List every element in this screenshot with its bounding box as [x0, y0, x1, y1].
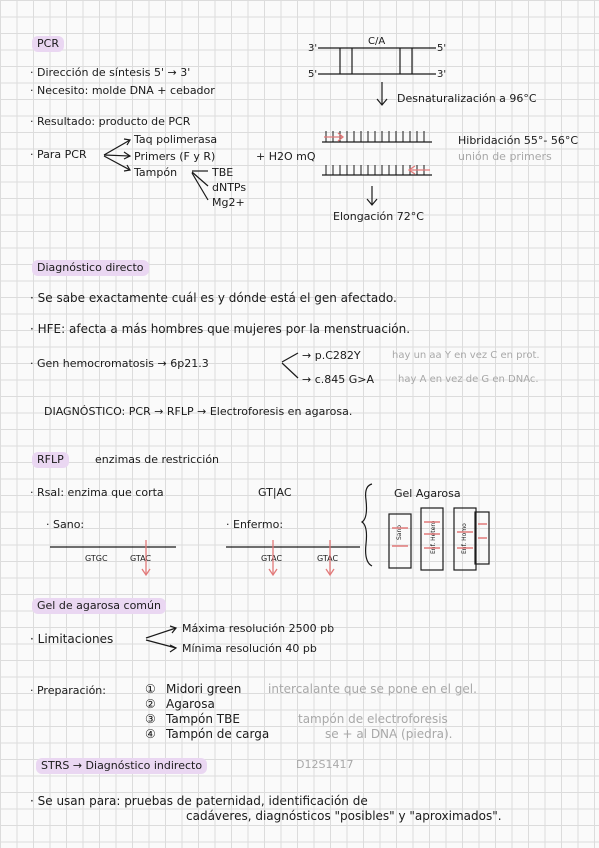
gel-lanes	[389, 508, 489, 570]
directo-mut1-note: hay un aa Y en vez C en prot.	[392, 350, 540, 361]
strs-line2: cadáveres, diagnósticos "posibles" y "aproximados".	[186, 809, 502, 823]
pcr-tampon-dntps: dNTPs	[212, 181, 247, 194]
pcr-tampon-mg: Mg2+	[212, 196, 245, 209]
para-pcr-branch-arrows	[104, 139, 130, 171]
prep-item-1-note: intercalante que se pone en el gel.	[268, 682, 477, 696]
gel-lane-label-sano: Sano	[396, 525, 403, 540]
prep-item-3-label: Tampón TBE	[166, 712, 240, 726]
directo-mut2: → c.845 G>A	[302, 373, 375, 386]
prep-item-4-note: se + al DNA (piedra).	[325, 727, 453, 741]
gen-arrow-lines	[282, 353, 298, 378]
rflp-site: GT|AC	[258, 486, 292, 499]
pcr-para: · Para PCR	[30, 148, 87, 161]
pcr-heading: PCR	[32, 36, 64, 52]
prep-item-3-num: ③	[145, 712, 156, 726]
diagram-5prime-bottom: 5'	[308, 69, 318, 80]
desnat-arrow	[377, 82, 387, 105]
prep-item-4-label: Tampón de carga	[166, 727, 270, 741]
rflp-enfermo-site-2: GTAC	[317, 554, 339, 563]
prep-item-4-num: ④	[145, 727, 156, 741]
rflp-gel-title: Gel Agarosa	[394, 487, 461, 500]
prep-item-2-num: ②	[145, 697, 156, 711]
gel-bands	[392, 522, 487, 548]
directo-gen: · Gen hemocromatosis → 6p21.3	[30, 357, 209, 370]
rflp-sano-site-2: GTAC	[130, 554, 152, 563]
rflp-enfermo: · Enfermo:	[226, 518, 284, 531]
tampon-sub-arrows	[192, 171, 208, 200]
rflp-heading: RFLP	[32, 452, 69, 468]
directo-line1: · Se sabe exactamente cuál es y dónde está el gen afectado.	[30, 291, 397, 305]
rflp-subtitle: enzimas de restricción	[95, 453, 220, 466]
pcr-direccion: · Dirección de síntesis 5' → 3'	[30, 66, 191, 79]
diagram-desnaturalizacion: Desnaturalización a 96°C	[397, 92, 537, 105]
gel-heading: Gel de agarosa común	[32, 598, 166, 614]
strs-heading: STRS → Diagnóstico indirecto	[36, 758, 207, 774]
pcr-tampon-tbe: TBE	[212, 166, 234, 179]
rflp-rsal: · RsaI: enzima que corta	[30, 486, 164, 499]
gel-preparacion: · Preparación:	[30, 684, 106, 697]
gel-brace	[362, 484, 372, 566]
diagram-elongacion: Elongación 72°C	[333, 210, 424, 223]
gel-lane-label-homo: Enf. Homo	[461, 523, 468, 554]
rflp-enfermo-site-1: GTAC	[261, 554, 283, 563]
directo-heading: Diagnóstico directo	[32, 260, 149, 276]
prep-item-3-note: tampón de electroforesis	[298, 712, 448, 726]
gel-limitaciones: · Limitaciones	[30, 632, 114, 646]
strs-line1: · Se usan para: pruebas de paternidad, identificación de	[30, 794, 368, 808]
prep-item-2-label: Agarosa	[166, 697, 215, 711]
pcr-branch-tampon: Tampón	[134, 166, 178, 179]
diagram-union-primers: unión de primers	[458, 150, 552, 163]
rflp-sano-site-1: GTGC	[85, 554, 108, 563]
dna-double-strand	[318, 48, 436, 74]
diagram-hibridacion: Hibridación 55°- 56°C	[458, 134, 579, 147]
strs-code: D12S1417	[296, 758, 354, 771]
prep-item-1-label: Midori green	[166, 682, 242, 696]
pcr-resultado: · Resultado: producto de PCR	[30, 115, 191, 128]
directo-mut1: → p.C282Y	[302, 349, 361, 362]
pcr-branch-primers: Primers (F y R)	[134, 150, 216, 163]
pcr-h2o: + H2O mQ	[256, 150, 316, 163]
directo-line2: · HFE: afecta a más hombres que mujeres por la menstruación.	[30, 322, 411, 336]
diagram-label-ca: C/A	[368, 36, 386, 47]
prep-item-1-num: ①	[145, 682, 156, 696]
pcr-branch-taq: Taq polimerasa	[134, 133, 218, 146]
diagram-3prime-top: 3'	[308, 43, 318, 54]
directo-diagnostico: DIAGNÓSTICO: PCR → RFLP → Electroforesis en agarosa.	[44, 405, 353, 418]
limitaciones-arrows	[146, 626, 176, 652]
rflp-sano: · Sano:	[46, 518, 85, 531]
diagram-3prime-bottom: 3'	[437, 69, 447, 80]
diagram-5prime-top: 5'	[437, 43, 447, 54]
gel-max: Máxima resolución 2500 pb	[182, 622, 335, 635]
gel-min: Mínima resolución 40 pb	[182, 642, 317, 655]
directo-mut2-note: hay A en vez de G en DNAc.	[398, 374, 539, 385]
elongacion-arrow	[367, 186, 377, 205]
rflp-cut-arrows	[142, 540, 334, 575]
pcr-necesito: · Necesito: molde DNA + cebador	[30, 84, 215, 97]
gel-lane-label-hetero: Enf. Hetero	[430, 520, 437, 554]
